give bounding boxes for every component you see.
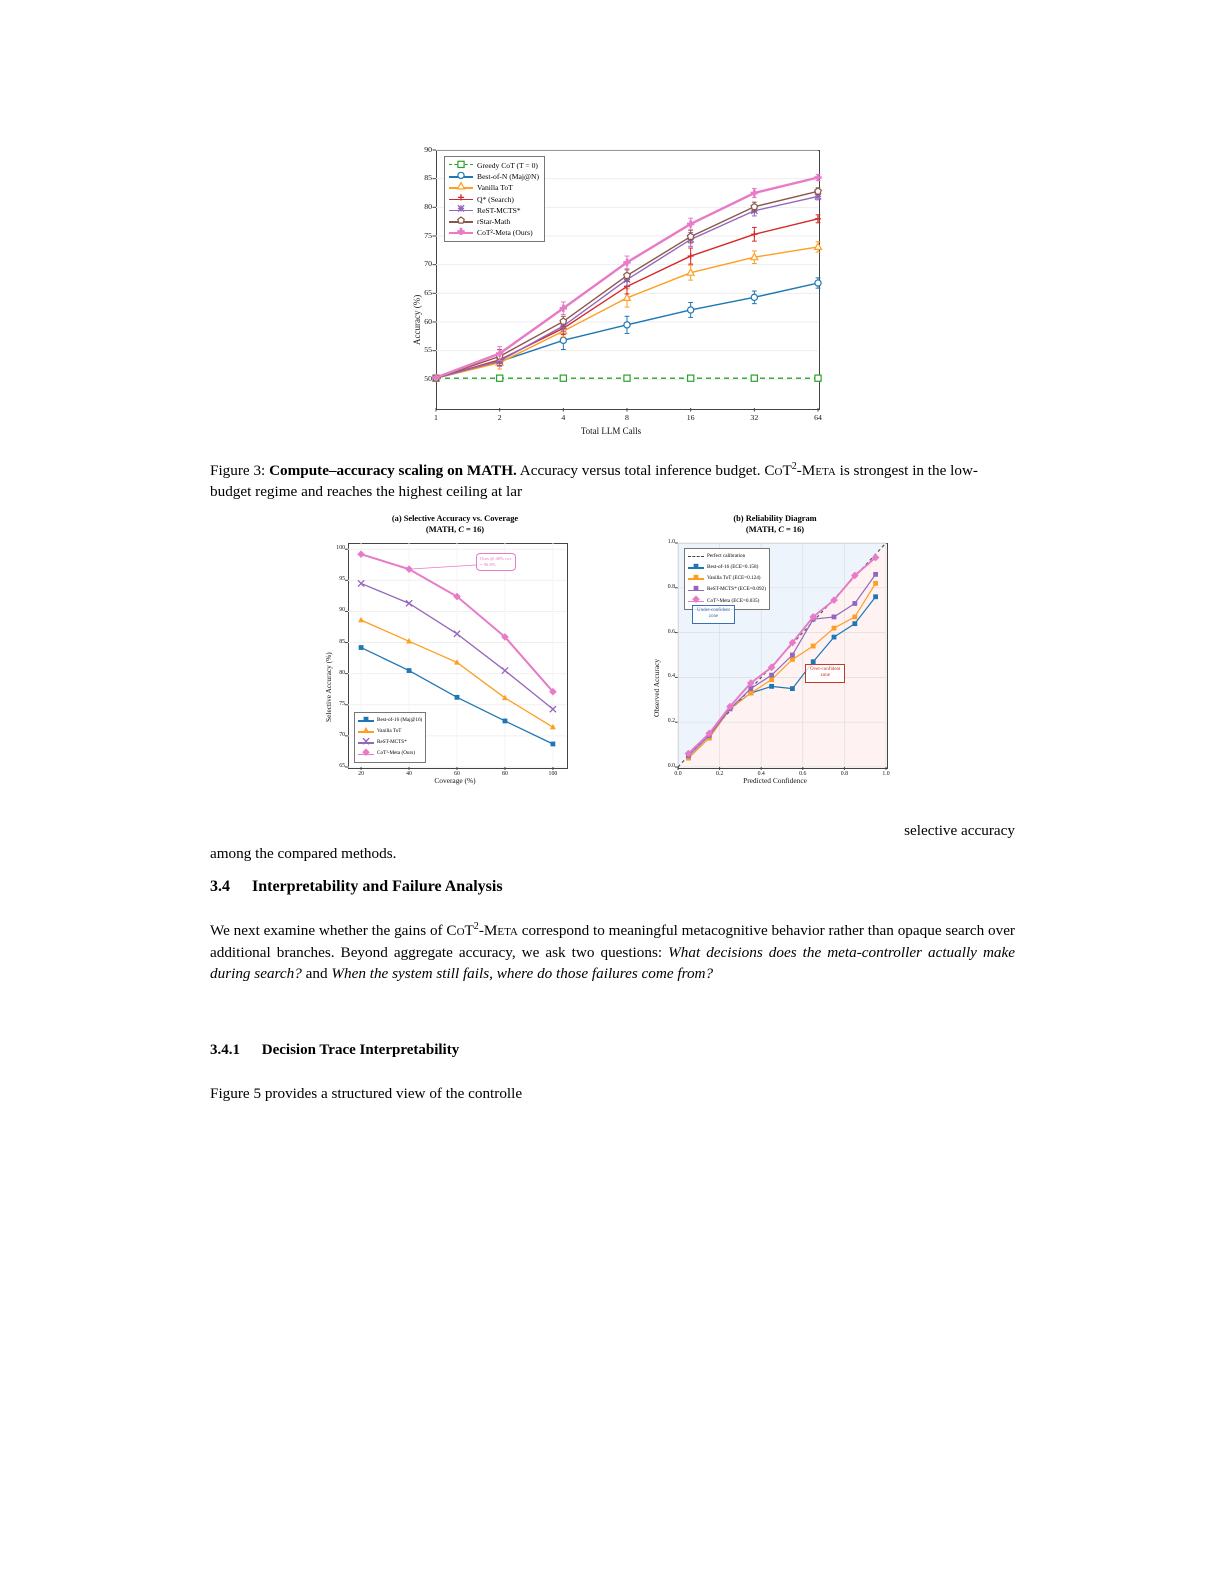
zone-label: Under-confident zone [692, 605, 735, 624]
legend-label: Vanilla ToT (ECE=0.124) [707, 575, 761, 582]
panel-b-legend [684, 548, 770, 610]
figure-3-ylabel: Accuracy (%) [412, 294, 422, 345]
y-tick-label: 60 [424, 316, 432, 326]
y-tick-label: 0.2 [667, 718, 675, 725]
legend-label: rStar-Math [477, 216, 511, 226]
x-tick-label: 16 [686, 413, 695, 422]
legend-label: Vanilla ToT [377, 727, 402, 734]
y-tick-label: 65 [339, 763, 345, 769]
annotation-line2: = 96.8% [480, 562, 496, 567]
y-tick-label: 80 [424, 201, 432, 211]
y-tick-label: 80 [339, 669, 345, 676]
p34-b: -M [478, 922, 498, 939]
x-tick-label: 4 [561, 413, 566, 422]
caption-meta-caps: eta [815, 462, 836, 479]
y-tick-label: 85 [339, 638, 345, 645]
legend-label: CoT²-Meta (Ours) [377, 750, 416, 757]
panel-a-xlabel: Coverage (%) [434, 776, 476, 785]
figure-3-legend [444, 156, 545, 242]
y-tick-label: 70 [339, 731, 345, 738]
legend-label: CoT²-Meta (Ours) [477, 228, 533, 238]
legend-label: Best-of-16 (ECE=0.158) [707, 563, 759, 570]
p34-and: and [301, 965, 332, 982]
y-tick-label: 50 [424, 373, 432, 383]
x-tick-label: 1 [434, 413, 438, 422]
section-341-number: 3.4.1 [210, 1042, 240, 1058]
legend-item [449, 227, 539, 238]
legend-label: Q* (Search) [477, 194, 514, 204]
panel-b-title-line2-pre: (MATH, [745, 525, 779, 534]
panel-b-title-var: C [778, 525, 784, 534]
p34-cot-base: oT [456, 922, 474, 939]
x-tick-label: 0.0 [674, 771, 682, 777]
figure-3-xlabel: Total LLM Calls [580, 426, 642, 436]
section-341-heading [210, 1042, 1015, 1059]
panel-a-title-line2-pre: (MATH, [425, 525, 459, 534]
x-tick-label: 100 [548, 771, 558, 777]
panel-a-ylabel: Selective Accuracy (%) [324, 652, 333, 722]
caption-rest-1: Accuracy versus total inference budget. C [516, 462, 775, 479]
x-tick-label: 0.2 [715, 771, 724, 777]
legend-label: Best-of-16 (Maj@16) [377, 716, 423, 723]
p34-question-1: What decisions does the meta-controller actually make during search? [210, 943, 1015, 982]
y-tick-label: 65 [424, 287, 432, 297]
y-tick-label: 0.0 [667, 763, 675, 769]
caption-bold: Compute–accuracy scaling on MATH. [269, 462, 517, 479]
y-tick-label: 90 [339, 607, 345, 614]
y-tick-label: 70 [424, 259, 432, 269]
panel-b-xlabel: Predicted Confidence [743, 776, 807, 785]
p34-cot-sup: 2 [473, 920, 479, 932]
y-tick-label: 1.0 [667, 539, 675, 545]
y-tick-label: 55 [424, 345, 432, 355]
p34-a: We next examine whether the gains of C [210, 922, 457, 939]
caption-cot-base: oT [774, 462, 792, 479]
figure-3-caption [210, 460, 1015, 502]
panel-a-legend [354, 712, 426, 763]
zone-label: Over-confident zone [805, 664, 845, 683]
y-tick-label: 90 [424, 144, 432, 154]
panel-a-annotation [476, 553, 516, 571]
panel-b-plot [630, 512, 920, 792]
y-tick-label: 0.4 [667, 673, 675, 680]
y-tick-label: 0.8 [667, 583, 675, 590]
legend-label: ReST-MCTS* (ECE=0.092) [707, 586, 766, 593]
x-tick-label: 80 [502, 771, 508, 777]
caption-rest-2: -M [796, 462, 816, 479]
caption-rest-3: is strongest in the low-budget regime and reaches the highest ceiling at lar [210, 462, 978, 500]
legend-label: Vanilla ToT [477, 183, 513, 193]
x-tick-label: 20 [358, 771, 364, 777]
legend-label: Greedy CoT (T = 0) [477, 161, 538, 170]
panel-a-title-var: C [458, 525, 464, 534]
x-tick-label: 60 [454, 771, 460, 777]
panel-b-title-line1: (b) Reliability Diagram [733, 514, 817, 523]
panel-a-title-line1: (a) Selective Accuracy vs. Coverage [391, 514, 519, 523]
legend-label: Best-of-N (Maj@N) [477, 172, 540, 182]
x-tick-label: 0.6 [799, 771, 807, 777]
x-tick-label: 64 [814, 413, 822, 422]
x-tick-label: 8 [625, 413, 629, 422]
annotation-line1: Ours @ 40% cov [480, 556, 512, 561]
y-tick-label: 75 [339, 700, 345, 707]
legend-label: ReST-MCTS* [477, 205, 521, 215]
legend-item [358, 749, 422, 760]
section-34-paragraph [210, 920, 1015, 985]
y-tick-label: 95 [339, 576, 345, 583]
x-tick-label: 32 [750, 413, 759, 422]
figure-4-panel-a [310, 512, 600, 792]
x-tick-label: 40 [406, 771, 412, 777]
legend-label: ReST-MCTS* [377, 739, 407, 746]
x-tick-label: 1.0 [882, 771, 890, 777]
p34-question-2: When the system still fails, where do those failures come from? [331, 965, 714, 982]
y-tick-label: 85 [424, 173, 432, 183]
section-34-number: 3.4 [210, 878, 230, 895]
y-tick-label: 75 [424, 230, 432, 240]
y-tick-label: 0.6 [667, 628, 675, 635]
legend-label: CoT²-Meta (ECE=0.035) [707, 597, 760, 604]
section-341-title: Decision Trace Interpretability [261, 1042, 460, 1058]
panel-a-title-line2-post: = 16) [463, 525, 485, 534]
float-fragment: selective accuracy [904, 822, 1015, 839]
x-tick-label: 0.4 [757, 771, 765, 777]
caption-cot-sup: 2 [791, 460, 797, 472]
panel-b-title-line2-post: = 16) [783, 525, 805, 534]
figure-3 [396, 145, 826, 445]
panel-b-ylabel: Observed Accuracy [652, 658, 661, 717]
p34-c: correspond to meaningful metacognitive behavior rather than opaque search over additional branches. Beyond aggregate accuracy, we ask two questions: [210, 922, 1015, 961]
x-tick-label: 0.8 [840, 771, 849, 777]
caption-prefix: Figure 3: [210, 462, 266, 479]
section-34-heading [210, 878, 1015, 896]
figure-4-panel-b [630, 512, 920, 792]
section-341-paragraph: Figure 5 provides a structured view of the controlle [210, 1085, 523, 1102]
x-tick-label: 2 [497, 413, 502, 422]
orphan-line: among the compared methods. [210, 845, 397, 862]
legend-label: Perfect calibration [707, 552, 746, 559]
y-tick-label: 100 [336, 545, 345, 552]
p34-meta-caps: eta [497, 922, 518, 939]
section-34-title: Interpretability and Failure Analysis [252, 878, 503, 895]
